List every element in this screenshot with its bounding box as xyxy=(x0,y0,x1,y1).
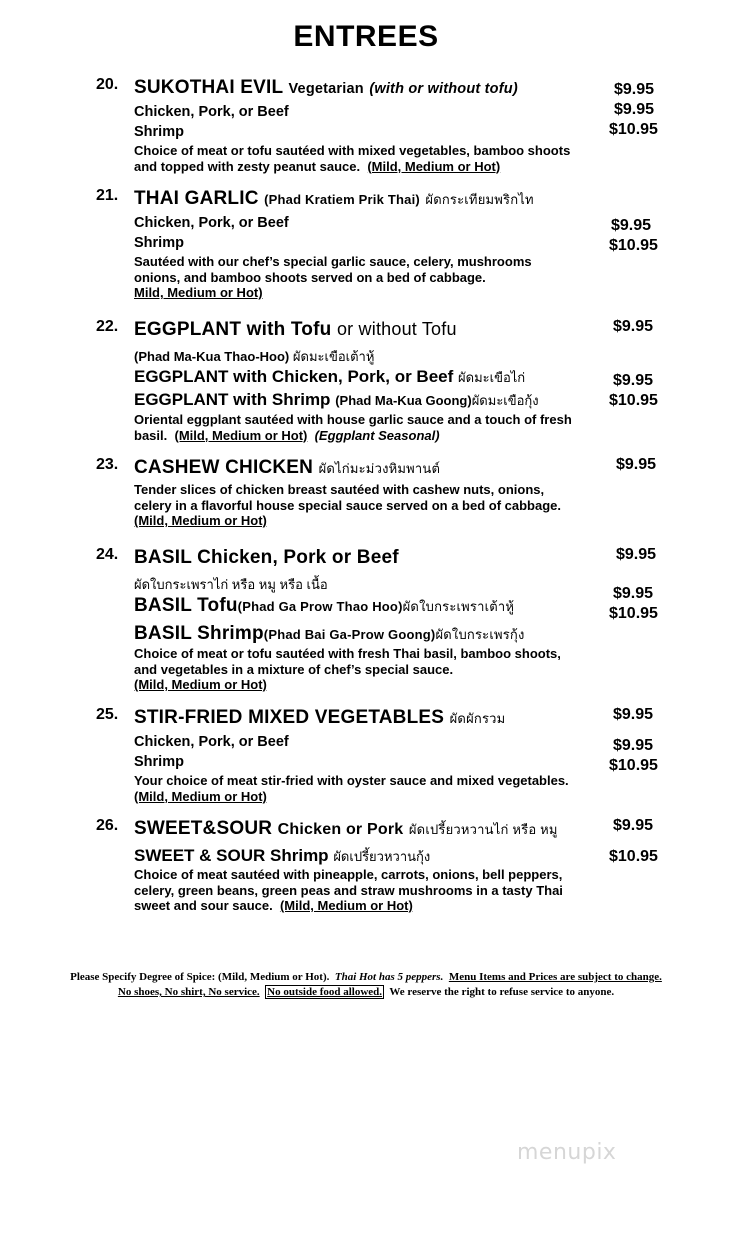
page-title: ENTREES xyxy=(293,20,439,53)
footer-refuse-note: We reserve the right to refuse service to anyone. xyxy=(389,986,615,998)
item-name-suffix: Chicken or Pork xyxy=(277,821,404,838)
item-thai-name: ผัดเปรี้ยวหวานไก่ หรือ หมู xyxy=(408,822,558,837)
desc-text: sweet and sour sauce. xyxy=(134,898,273,913)
footer-notice xyxy=(0,970,732,1000)
price: $10.95 xyxy=(609,757,658,774)
price: $9.95 xyxy=(613,318,654,335)
item-description xyxy=(134,482,604,529)
price: $9.95 xyxy=(614,81,655,98)
item-variant xyxy=(134,846,430,867)
price: $9.95 xyxy=(616,546,657,563)
item-name: STIR-FRIED MIXED VEGETABLES xyxy=(134,707,445,728)
item-name-line xyxy=(134,319,457,341)
desc-line xyxy=(134,898,604,914)
item-note: (with or without tofu) xyxy=(369,81,518,97)
variant-alt: (Phad Bai Ga-Prow Goong) xyxy=(263,627,436,642)
spice-note: Mild, Medium or Hot) xyxy=(134,285,263,300)
desc-line xyxy=(134,159,604,175)
spice-note: (Mild, Medium or Hot) xyxy=(367,158,501,174)
variant-name: BASIL Tofu xyxy=(134,595,238,616)
item-number: 25. xyxy=(96,706,119,723)
seasonal-note: (Eggplant Seasonal) xyxy=(314,427,440,443)
footer-spice-note: Please Specify Degree of Spice: (Mild, Medium or Hot). xyxy=(70,971,330,983)
item-number: 26. xyxy=(96,817,119,834)
price: $9.95 xyxy=(613,585,654,602)
footer-hot-note: Thai Hot has 5 peppers. xyxy=(334,971,444,983)
item-option: Chicken, Pork, or Beef xyxy=(134,215,289,231)
desc-line: Sautéed with our chef’s special garlic sauce, celery, mushrooms xyxy=(134,254,532,269)
price: $9.95 xyxy=(614,101,655,118)
watermark-logo: menupix xyxy=(517,1140,617,1165)
price: $9.95 xyxy=(616,456,657,473)
item-option: Shrimp xyxy=(134,235,184,251)
item-variant xyxy=(134,367,525,388)
item-name: CASHEW CHICKEN xyxy=(134,457,314,478)
item-option: Chicken, Pork, or Beef xyxy=(134,104,289,120)
desc-line: Choice of meat or tofu sautéed with fresh Thai basil, bamboo shoots, xyxy=(134,646,561,661)
price: $9.95 xyxy=(613,737,654,754)
item-name-line xyxy=(134,707,505,729)
item-option: Chicken, Pork, or Beef xyxy=(134,734,289,750)
item-description xyxy=(134,254,604,301)
item-name: THAI GARLIC xyxy=(134,188,259,209)
item-alt-name: (Phad Ma-Kua Thao-Hoo) xyxy=(134,349,290,364)
spice-note: (Mild, Medium or Hot) xyxy=(134,677,267,692)
item-thai-name: ผัดกระเทียมพริกไท xyxy=(425,192,534,207)
price: $9.95 xyxy=(611,217,652,234)
desc-line: Choice of meat or tofu sautéed with mixed vegetables, bamboo shoots xyxy=(134,143,571,158)
item-description xyxy=(134,773,604,804)
variant-name: EGGPLANT with Chicken, Pork, or Beef xyxy=(134,367,454,386)
item-name-suffix: or without Tofu xyxy=(336,319,457,339)
item-number: 24. xyxy=(96,546,119,563)
footer-line xyxy=(0,985,732,1000)
price: $9.95 xyxy=(613,372,654,389)
spice-note: (Mild, Medium or Hot) xyxy=(134,788,267,804)
variant-name: BASIL Shrimp xyxy=(134,623,264,644)
item-name: SUKOTHAI EVIL xyxy=(134,77,283,98)
price: $10.95 xyxy=(609,237,658,254)
item-tag: Vegetarian xyxy=(288,81,364,97)
desc-line: Choice of meat sautéed with pineapple, carrots, onions, bell peppers, xyxy=(134,867,563,882)
variant-alt: (Phad Ga Prow Thao Hoo) xyxy=(237,599,403,614)
desc-line: Tender slices of chicken breast sautéed with cashew nuts, onions, xyxy=(134,482,545,497)
price: $9.95 xyxy=(613,706,654,723)
price: $10.95 xyxy=(609,605,658,622)
desc-line: celery in a flavorful house special sauce served on a bed of cabbage. xyxy=(134,497,561,513)
footer-food-note: No outside food allowed. xyxy=(267,986,383,998)
item-name-line xyxy=(134,188,534,210)
desc-line: onions, and bamboo shoots served on a bed of cabbage. xyxy=(134,269,486,285)
item-variant xyxy=(134,595,514,617)
item-number: 21. xyxy=(96,187,119,204)
item-number: 22. xyxy=(96,318,119,335)
item-thai-name: ผัดผักรวม xyxy=(449,711,506,726)
desc-text: and topped with zesty peanut sauce. xyxy=(134,158,361,174)
spice-note: (Mild, Medium or Hot) xyxy=(279,898,413,913)
item-alt-name: (Phad Kratiem Prik Thai) xyxy=(264,192,420,207)
price: $10.95 xyxy=(609,121,658,138)
variant-thai: ผัดใบกระเพราเต้าหู้ xyxy=(402,599,515,614)
price: $10.95 xyxy=(609,392,658,409)
variant-thai: ผัดใบกระเพรกุ้ง xyxy=(435,627,525,642)
variant-name: SWEET & SOUR Shrimp xyxy=(134,846,329,865)
footer-change-note: Menu Items and Prices are subject to change. xyxy=(448,971,662,983)
desc-line: Your choice of meat stir-fried with oyster sauce and mixed vegetables. xyxy=(134,773,569,788)
price: $9.95 xyxy=(613,817,654,834)
item-thai-name: ผัดมะเขือเต้าหู้ xyxy=(292,349,375,364)
item-description xyxy=(134,143,604,174)
footer-dress-note: No shoes, No shirt, No service. xyxy=(117,986,260,998)
spice-note: (Mild, Medium or Hot) xyxy=(174,427,308,443)
item-name: SWEET&SOUR xyxy=(134,818,273,839)
item-name: EGGPLANT with Tofu xyxy=(134,319,332,340)
item-description xyxy=(134,646,604,693)
variant-name: EGGPLANT with Shrimp xyxy=(134,390,331,409)
item-name-line xyxy=(134,457,440,479)
desc-line: and vegetables in a mixture of chef’s special sauce. xyxy=(134,661,454,677)
item-number: 23. xyxy=(96,456,119,473)
desc-line xyxy=(134,428,604,444)
item-description xyxy=(134,412,604,443)
item-option: Shrimp xyxy=(134,124,184,140)
item-name-line xyxy=(134,77,518,99)
footer-line xyxy=(0,970,732,985)
item-name: BASIL Chicken, Pork or Beef xyxy=(134,547,399,568)
desc-line: celery, green beans, green peas and straw mushrooms in a tasty Thai xyxy=(134,882,563,898)
desc-text: basil. xyxy=(134,427,168,443)
item-description xyxy=(134,867,604,914)
item-thai-name: ผัดไก่มะม่วงหิมพานต์ xyxy=(318,461,441,476)
item-alt-line xyxy=(134,346,374,367)
spice-note: (Mild, Medium or Hot) xyxy=(134,513,267,528)
desc-line: Oriental eggplant sautéed with house garlic sauce and a touch of fresh xyxy=(134,412,572,427)
variant-thai: ผัดมะเขือไก่ xyxy=(458,370,526,385)
variant-alt: (Phad Ma-Kua Goong) xyxy=(335,393,472,408)
item-option: Shrimp xyxy=(134,754,184,770)
variant-thai: ผัดมะเขือกุ้ง xyxy=(471,393,539,408)
item-variant xyxy=(134,390,539,411)
item-number: 20. xyxy=(96,76,119,93)
price: $10.95 xyxy=(609,848,658,865)
variant-thai: ผัดเปรี้ยวหวานกุ้ง xyxy=(333,849,431,864)
item-variant xyxy=(134,623,525,645)
item-thai-name: ผัดใบกระเพราไก่ หรือ หมู หรือ เนื้อ xyxy=(134,577,328,592)
item-name-line xyxy=(134,818,558,840)
